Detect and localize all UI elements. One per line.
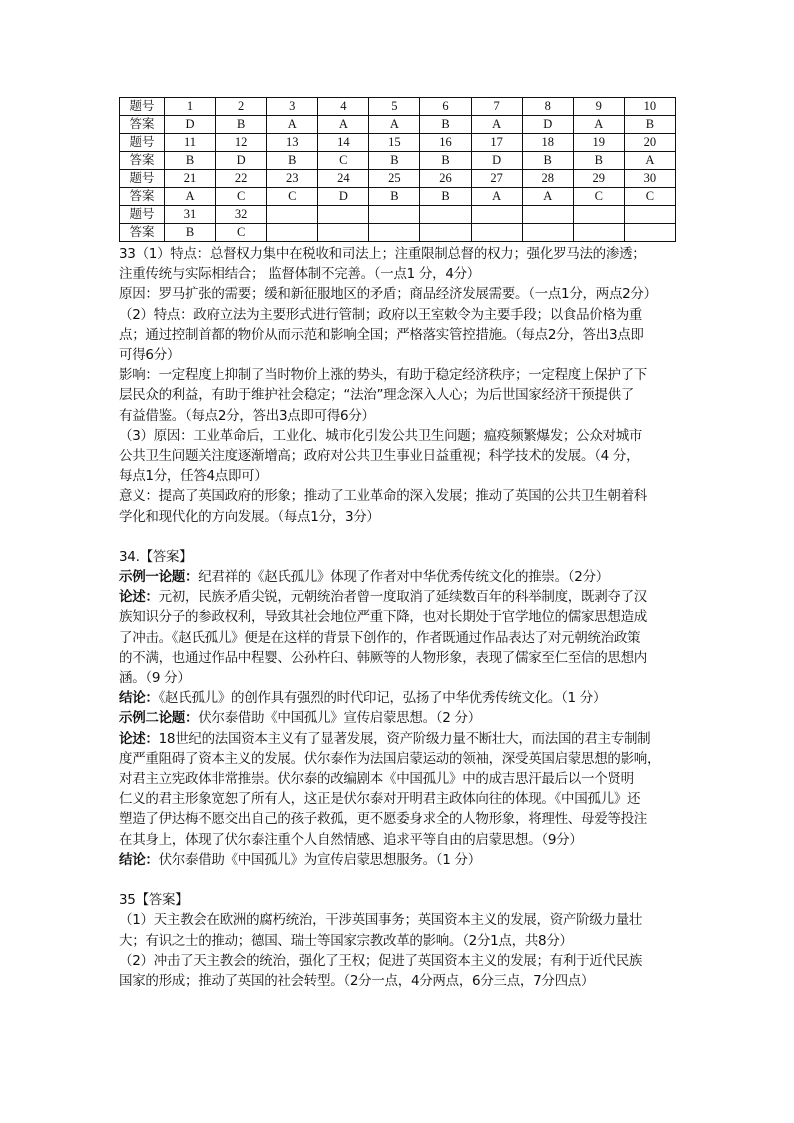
table-cell: 17 (471, 134, 522, 152)
q34-example1-argument (119, 587, 679, 607)
table-cell (522, 206, 573, 224)
argument-line: 度严重阻碍了资本主义的发展。伏尔泰作为法国启蒙运动的领袖，深受英国启蒙思想的影响， (119, 750, 661, 767)
conclusion-label: 结论： (119, 690, 159, 707)
table-cell (573, 224, 624, 242)
table-cell (267, 224, 318, 242)
topic-text: 纪君祥的《赵氏孤儿》体现了作者对中华优秀传统文化的推崇。（2分） (198, 569, 609, 586)
table-cell: C (573, 188, 624, 206)
table-cell: D (165, 116, 216, 134)
table-cell: 19 (573, 134, 624, 152)
argument-line: 对君主立宪政体非常推崇。伏尔泰的改编剧本《中国孤儿》中的成吉思汗最后以一个贤明 (119, 771, 634, 788)
table-cell: A (165, 188, 216, 206)
row-label: 题号 (120, 206, 165, 224)
conclusion-text: 《赵氏孤儿》的创作具有强烈的时代印记，弘扬了中华优秀传统文化。（1 分） (158, 690, 607, 707)
table-cell (624, 224, 675, 242)
table-cell: C (216, 188, 267, 206)
table-cell: 6 (420, 98, 471, 116)
answer-table (119, 97, 676, 242)
table-cell: B (420, 152, 471, 170)
q33-line: 每点1分，任答4点即可） (119, 468, 268, 485)
row-label: 答案 (120, 188, 165, 206)
q33-line: 原因：罗马扩张的需要；缓和新征服地区的矛盾；商品经济发展需要。（一点1分，两点2分） (119, 286, 657, 303)
table-row (120, 98, 676, 116)
table-row (120, 170, 676, 188)
table-row (120, 152, 676, 170)
table-cell: C (267, 188, 318, 206)
table-cell: 15 (369, 134, 420, 152)
table-cell: 27 (471, 170, 522, 188)
q33-line: 有益借鉴。（每点2分，答出3点即可得6分） (119, 407, 375, 424)
table-cell: A (267, 116, 318, 134)
table-cell: 1 (165, 98, 216, 116)
table-cell: C (624, 188, 675, 206)
table-row (120, 116, 676, 134)
q35-answer (119, 890, 679, 991)
row-label: 答案 (120, 152, 165, 170)
table-cell: 30 (624, 170, 675, 188)
row-label: 题号 (120, 134, 165, 152)
table-cell (420, 206, 471, 224)
table-cell: 28 (522, 170, 573, 188)
row-label: 答案 (120, 116, 165, 134)
argument-line: 塑造了伊达梅不愿交出自己的孩子救孤，更不愿委身求全的人物形象，将理性、母爱等投注 (119, 811, 647, 828)
table-cell: 21 (165, 170, 216, 188)
table-cell (369, 224, 420, 242)
table-cell: A (522, 188, 573, 206)
q33-line: 注重传统与实际相结合； 监督体制不完善。（一点1 分，4分） (119, 266, 481, 283)
table-cell: 16 (420, 134, 471, 152)
argument-line: 的不满，也通过作品中程婴、公孙杵臼、韩厥等的人物形象，表现了儒家至仁至信的思想内 (119, 649, 647, 666)
argument-line: 仁义的君主形象宽恕了所有人，这正是伏尔泰对开明君主政体向往的体现。《中国孤儿》还 (119, 791, 641, 808)
table-cell: B (522, 152, 573, 170)
conclusion-text: 伏尔泰借助《中国孤儿》为宣传启蒙思想服务。（1 分） (158, 851, 481, 868)
table-cell (624, 206, 675, 224)
table-cell: 10 (624, 98, 675, 116)
table-row (120, 206, 676, 224)
table-cell: 8 (522, 98, 573, 116)
q33-line: 点；通过控制首都的物价从而示范和影响全国；严格落实管控措施。（每点2分，答出3点即 (119, 326, 644, 343)
table-cell: 25 (369, 170, 420, 188)
table-cell: A (471, 188, 522, 206)
table-cell: 14 (318, 134, 369, 152)
table-cell (471, 206, 522, 224)
table-cell: B (573, 152, 624, 170)
table-cell: 29 (573, 170, 624, 188)
table-cell (420, 224, 471, 242)
q35-line: （1）天主教会在欧洲的腐朽统治，干涉英国事务；英国资本主义的发展，资产阶级力量壮 (119, 912, 643, 929)
q34-example2-topic (119, 708, 679, 728)
conclusion-label: 结论： (119, 851, 159, 868)
q35-line: 国家的形成；推动了英国的社会转型。（2分一点，4分两点，6分三点，7分四点） (119, 972, 595, 989)
table-cell: 13 (267, 134, 318, 152)
argument-line: 族知识分子的参政权利，导致其社会地位严重下降，也对长期处于官学地位的儒家思想造成 (119, 609, 647, 626)
table-cell (471, 224, 522, 242)
argument-label: 论述： (119, 730, 159, 747)
table-row (120, 224, 676, 242)
table-cell: C (216, 224, 267, 242)
table-cell: 22 (216, 170, 267, 188)
table-cell: B (165, 152, 216, 170)
table-cell: 11 (165, 134, 216, 152)
table-cell: 23 (267, 170, 318, 188)
argument-label: 论述： (119, 589, 159, 606)
table-cell (522, 224, 573, 242)
table-cell (318, 224, 369, 242)
table-cell: 32 (216, 206, 267, 224)
table-cell: B (624, 116, 675, 134)
q33-line: 公共卫生问题关注度逐渐增高；政府对公共卫生事业日益重视；科学技术的发展。（4 分， (119, 448, 640, 465)
table-cell: D (216, 152, 267, 170)
table-cell: B (267, 152, 318, 170)
q33-line: （2）特点：政府立法为主要形式进行管制；政府以王室敕令为主要手段；以食品价格为重 (119, 306, 643, 323)
table-cell (369, 206, 420, 224)
argument-line: 了冲击。《赵氏孤儿》便是在这样的背景下创作的，作者既通过作品表达了对元朝统治政策 (119, 629, 641, 646)
table-cell: A (369, 116, 420, 134)
q34-example1-topic (119, 567, 679, 587)
table-cell: A (573, 116, 624, 134)
topic-label: 示例一论题： (119, 569, 199, 586)
table-cell: 9 (573, 98, 624, 116)
q34-example1-conclusion (119, 688, 679, 708)
table-cell: A (624, 152, 675, 170)
table-cell: 4 (318, 98, 369, 116)
q34-answer (119, 547, 679, 870)
table-cell: 24 (318, 170, 369, 188)
q33-line: 意义：提高了英国政府的形象；推动了工业革命的深入发展；推动了英国的公共卫生朝着科 (119, 488, 647, 505)
q33-line: 可得6分） (119, 347, 181, 364)
table-cell (318, 206, 369, 224)
table-cell: B (420, 188, 471, 206)
topic-text: 伏尔泰借助《中国孤儿》宣传启蒙思想。（2 分） (198, 710, 481, 727)
table-cell: 18 (522, 134, 573, 152)
table-cell: A (318, 116, 369, 134)
q35-line: （2）冲击了天主教会的统治，强化了王权；促进了英国资本主义的发展；有利于近代民族 (119, 952, 643, 969)
q33-line: 学化和现代化的方向发展。（每点1分，3分） (119, 508, 380, 525)
row-label: 题号 (120, 170, 165, 188)
argument-line: 在其身上，体现了伏尔泰注重个人自然情感、追求平等自由的启蒙思想。（9分） (119, 831, 583, 848)
row-label: 题号 (120, 98, 165, 116)
argument-text: 18世纪的法国资本主义有了显著发展，资产阶级力量不断壮大，而法国的君主专制制 (158, 730, 651, 747)
q35-header: 35【答案】 (119, 892, 189, 909)
table-cell: 7 (471, 98, 522, 116)
topic-label: 示例二论题： (119, 710, 199, 727)
q33-line: 层民众的利益，有助于维护社会稳定；“法治”理念深入人心；为后世国家经济干预提供了 (119, 387, 634, 404)
argument-text: 元初，民族矛盾尖锐，元朝统治者曾一度取消了延续数百年的科举制度，既剥夺了汉 (158, 589, 648, 606)
table-cell: B (369, 188, 420, 206)
q34-example2-conclusion (119, 850, 679, 870)
table-cell: 2 (216, 98, 267, 116)
table-row (120, 188, 676, 206)
table-cell: C (318, 152, 369, 170)
table-cell: B (420, 116, 471, 134)
table-cell: 5 (369, 98, 420, 116)
q34-example2-argument (119, 729, 679, 749)
table-cell: 12 (216, 134, 267, 152)
table-cell: B (369, 152, 420, 170)
table-cell (573, 206, 624, 224)
table-cell: D (471, 152, 522, 170)
table-row (120, 134, 676, 152)
table-cell: A (471, 116, 522, 134)
table-cell (267, 206, 318, 224)
table-cell: B (216, 116, 267, 134)
q34-header: 34.【答案】 (119, 548, 193, 565)
q33-line: （3）原因：工业革命后，工业化、城市化引发公共卫生问题；瘟疫频繁爆发；公众对城市 (119, 427, 643, 444)
table-cell: 20 (624, 134, 675, 152)
table-cell: 31 (165, 206, 216, 224)
argument-line: 涵。（9 分） (119, 670, 191, 687)
q33-line: 影响：一定程度上抑制了当时物价上涨的势头，有助于稳定经济秩序；一定程度上保护了下 (119, 367, 647, 384)
q35-line: 大；有识之士的推动；德国、瑞士等国家宗教改革的影响。（2分1点，共8分） (119, 932, 573, 949)
table-cell: B (165, 224, 216, 242)
q33-answer (119, 244, 679, 527)
table-cell: D (522, 116, 573, 134)
table-cell: 26 (420, 170, 471, 188)
row-label: 答案 (120, 224, 165, 242)
table-cell: D (318, 188, 369, 206)
q33-line: 33（1）特点：总督权力集中在税收和司法上；注重限制总督的权力；强化罗马法的渗透； (119, 246, 646, 262)
table-cell: 3 (267, 98, 318, 116)
answer-page (119, 97, 679, 991)
